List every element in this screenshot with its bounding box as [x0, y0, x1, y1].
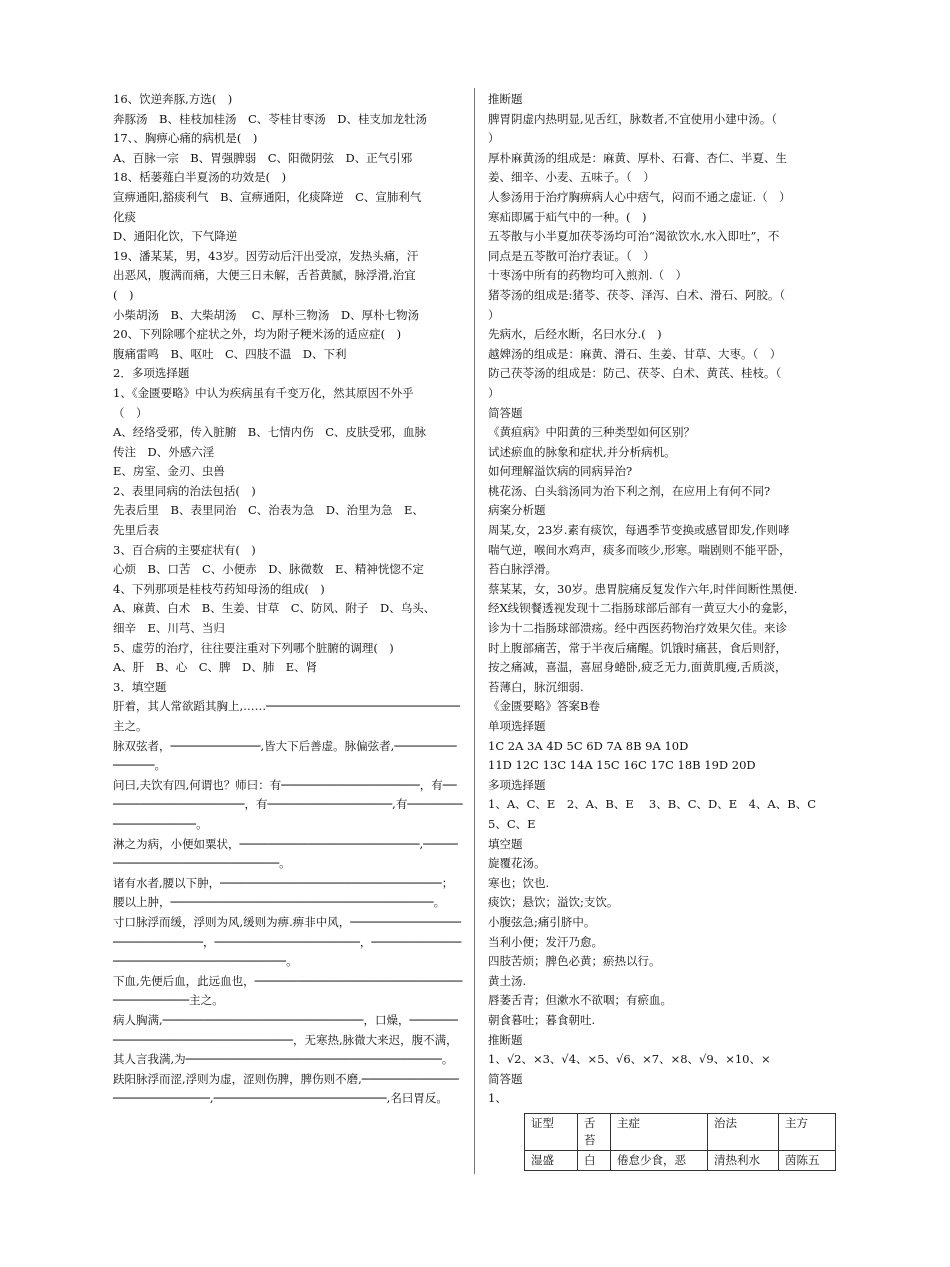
text-line: 填空题: [488, 836, 523, 851]
text-line: 1、《金匮要略》中认为疾病虽有千变万化，然其原因不外乎: [113, 385, 414, 400]
text-line: 17、、胸痹心痛的病机是( ): [113, 131, 258, 146]
text-line: 2、表里同病的治法包括( ): [113, 483, 256, 498]
text-line: 黄土汤.: [488, 973, 527, 988]
text-line: 诊为十二指肠球部溃疡。经中西医药物治疗效果欠佳。来诊: [488, 621, 787, 636]
text-line: 细辛 E、川芎、当归: [113, 621, 225, 636]
text-line: 当利小便；发汗乃愈。: [488, 934, 603, 949]
text-line: 单项选择题: [488, 719, 546, 733]
text-line: 化痰: [113, 209, 136, 224]
text-line: 脾胃阴虚内热明显,见舌红，脉数者,不宜使用小建中汤。（: [488, 111, 778, 126]
text-line: 病人胸满,─────────────────────────────，口燥，─────────────────────────────────，无寒热,脉微大来迟，腹不满，其人言我满,为─────────────────────────────────────。: [113, 1012, 458, 1067]
table-header-cell: 证型: [525, 1113, 578, 1150]
text-line: 小柴胡汤 B、大柴胡汤 C、厚朴三物汤 D、厚朴七物汤: [113, 307, 420, 322]
text-line: 2．多项选择题: [113, 366, 190, 381]
text-line: ( ): [113, 287, 134, 302]
text-line: 先表后里 B、表里同治 C、治表为急 D、治里为急 E、: [113, 503, 424, 518]
text-line: 宣痹通阳,豁痰利气 B、宣痹通阳，化痰降逆 C、宣肺利气: [113, 189, 422, 204]
text-line: A、百脉一宗 B、胃强脾弱 C、阳微阴弦 D、正气引邪: [113, 150, 413, 165]
text-line: 简答题: [488, 405, 523, 420]
text-line: 试述瘀血的脉象和症状,并分析病机。: [488, 444, 676, 459]
text-line: 越婢汤的组成是：麻黄、滑石、生姜、甘草、大枣。（ ）: [488, 346, 782, 361]
text-line: 传注 D、外感六淫: [113, 444, 215, 459]
text-line: 推断题: [488, 92, 523, 106]
text-line: 20、下列除哪个症状之外，均为附子粳米汤的适应症( ): [113, 327, 402, 342]
text-line: 经X线钡餐透视发现十二指肠球部后部有一黄豆大小的龛影，: [488, 601, 796, 616]
text-line: 下血,先便后血，此远血也，─────────────────────────────────────────主之。: [113, 973, 463, 1008]
text-line: 厚朴麻黄汤的组成是：麻黄、厚朴、石膏、杏仁、半夏、生: [488, 150, 787, 165]
text-line: D、通阳化饮，下气降逆: [113, 229, 238, 244]
text-line: 如何理解溢饮病的同病异治?: [488, 464, 633, 479]
text-line: E、房室、金刃、虫兽: [113, 464, 225, 479]
text-line: 出恶风，腹满而痛，大便三日未解，舌苔黄腻，脉浮滑,治宜: [113, 268, 416, 283]
table-cell: 倦怠少食，恶: [611, 1150, 708, 1170]
text-line: 旋覆花汤。: [488, 856, 546, 871]
text-line: （ ）: [113, 405, 148, 420]
text-line: 1、√2、×3、√4、×5、√6、×7、×8、√9、×10、×: [488, 1052, 771, 1067]
text-line: 1、: [488, 1091, 507, 1106]
text-line: 唇萎舌青；但漱水不欲咽；有瘀血。: [488, 993, 672, 1008]
table-header-cell: 主症: [611, 1113, 708, 1150]
text-line: 小腹弦急;痛引脐中。: [488, 914, 596, 929]
text-line: 简答题: [488, 1071, 523, 1086]
text-line: 按之痛减，喜温，喜屈身蜷卧,疲乏无力,面黄肌瘦,舌质淡，: [488, 660, 787, 675]
right-column: [488, 90, 848, 1171]
text-line: 周某,女，23岁.素有痰饮，每遇季节变换或感冒即发,作则哮: [488, 523, 790, 538]
table-row: [525, 1150, 836, 1170]
text-line: 防己茯苓汤的组成是：防己、茯苓、白术、黄芪、桂枝。（: [488, 366, 782, 381]
text-line: 脉双弦者，─────────────,皆大下后善虚。脉偏弦者,───────────────。: [113, 738, 457, 773]
text-line: 人参汤用于治疗胸痹病人心中痞气，闷而不通之虚证.（ ）: [488, 189, 791, 204]
answer-table: [524, 1113, 836, 1171]
text-line: 猪苓汤的组成是:猪苓、茯苓、泽泻、白术、滑石、阿胶。（: [488, 287, 786, 302]
text-line: 十枣汤中所有的药物均可入煎剂.（ ）: [488, 268, 688, 283]
text-line: ）: [488, 131, 500, 146]
column-divider: [474, 88, 475, 1174]
text-line: 11D 12C 13C 14A 15C 16C 17C 18B 19D 20D: [488, 758, 756, 773]
text-line: 五苓散与小半夏加茯苓汤均可治“渴欲饮水,水入即吐”，不: [488, 229, 780, 244]
text-line: 《黄疸病》中阳黄的三种类型如何区别？: [488, 425, 695, 440]
text-line: 先里后表: [113, 523, 159, 538]
text-line: 推断题: [488, 1032, 523, 1047]
table-cell: 白: [578, 1150, 611, 1170]
table-cell: 清热利水: [708, 1150, 779, 1170]
text-line: 16、饮逆奔豚,方选( ): [113, 92, 233, 106]
text-line: 多项选择题: [488, 777, 546, 792]
text-line: 喘气逆，喉间水鸡声，痰多而咳少,形寒。喘剧则不能平卧，: [488, 542, 791, 557]
text-line: 痰饮；悬饮；溢饮;支饮。: [488, 895, 619, 910]
text-line: 心烦 B、口苦 C、小便赤 D、脉微数 E、精神恍惚不定: [113, 562, 424, 577]
left-column: [113, 90, 463, 1109]
text-line: 淋之为病，小便如粟状，──────────────────────────,─────────────────────────────。: [113, 836, 458, 871]
text-line: 1C 2A 3A 4D 5C 6D 7A 8B 9A 10D: [488, 738, 689, 753]
text-line: 先病水，后经水断，名曰水分.( ): [488, 327, 662, 342]
table-cell: 湿盛: [525, 1150, 578, 1170]
text-line: 问曰,夫饮有四,何谓也？师曰：有────────────────────，有─────────────────────，有──────────────────,有────────────────────。: [113, 777, 463, 831]
text-line: 朝食暮吐；暮食朝吐.: [488, 1012, 596, 1027]
table-header-cell: 舌苔: [578, 1113, 611, 1150]
text-line: 腹痛雷鸣 B、呕吐 C、四肢不温 D、下利: [113, 346, 347, 361]
text-line: 四肢苦烦；脾色必黄；瘀热以行。: [488, 954, 661, 969]
table-header-cell: 治法: [708, 1113, 779, 1150]
text-line: 姜、细辛、小麦、五味子。（ ）: [488, 170, 655, 185]
table-header-cell: 主方: [779, 1113, 836, 1150]
text-line: 3、百合病的主要症状有( ): [113, 542, 256, 557]
text-line: 趺阳脉浮而涩,浮则为虚，涩则伤脾，脾伤则不磨,────────────────────────────,─────────────────────────,名曰胃反。: [113, 1071, 459, 1106]
text-line: 19、潘某某，男，43岁。因劳动后汗出受凉，发热头痛，汗: [113, 248, 419, 263]
text-line: 寸口脉浮而缓，浮则为风,缓则为痹.痹非中风，─────────────────────────────，─────────────────────，──────────────────────────────────────。: [113, 914, 462, 969]
text-line: 4、下列那项是桂枝芍药知母汤的组成( ): [113, 581, 325, 596]
text-line: 1、A、C、E 2、A、B、E 3、B、C、D、E 4、A、B、C: [488, 797, 816, 812]
text-line: 苔白脉浮滑。: [488, 562, 557, 577]
text-line: 苔薄白，脉沉细弱.: [488, 679, 584, 694]
text-line: 蔡某某，女，30岁。患胃脘痛反复发作六年,时伴间断性黑便.: [488, 581, 798, 596]
text-line: 桃花汤、白头翁汤同为治下利之剂，在应用上有何不同?: [488, 483, 771, 498]
text-line: A、经络受邪，传入脏腑 B、七情内伤 C、皮肤受邪，血脉: [113, 425, 427, 440]
text-line: 肝着，其人常欲蹈其胸上,……────────────────────────────主之。: [113, 699, 461, 733]
text-line: 《金匮要略》答案B卷: [488, 699, 600, 714]
text-line: A、肝 B、心 C、脾 D、肺 E、肾: [113, 660, 318, 675]
text-line: 奔豚汤 B、桂枝加桂汤 C、苓桂甘枣汤 D、桂支加龙牡汤: [113, 111, 427, 126]
text-line: 5、虚劳的治疗，往往要注重对下列哪个脏腑的调理( ): [113, 640, 394, 655]
text-line: 18、栝蒌薤白半夏汤的功效是( ): [113, 170, 287, 185]
text-line: 诸有水者,腰以下肿，────────────────────────────────；腰以上肿，──────────────────────────────────────。: [113, 875, 454, 910]
text-line: ）: [488, 385, 500, 400]
text-line: 寒疝即属于疝气中的一种。( ): [488, 209, 647, 224]
table-cell: 茵陈五: [779, 1150, 836, 1170]
text-line: 病案分析题: [488, 503, 546, 518]
text-line: 3．填空题: [113, 679, 167, 694]
text-line: 时上腹部痛苦，常于半夜后痛醒。饥饿时痛甚，食后则舒，: [488, 640, 787, 655]
text-line: ）: [488, 307, 500, 322]
text-line: 5、C、E: [488, 816, 536, 831]
text-line: A、麻黄、白术 B、生姜、甘草 C、防风、附子 D、乌头、: [113, 601, 436, 616]
table-header-row: [525, 1113, 836, 1150]
text-line: 同点是五苓散可治疗表证。（ ）: [488, 248, 655, 263]
text-line: 寒也；饮也.: [488, 875, 550, 890]
